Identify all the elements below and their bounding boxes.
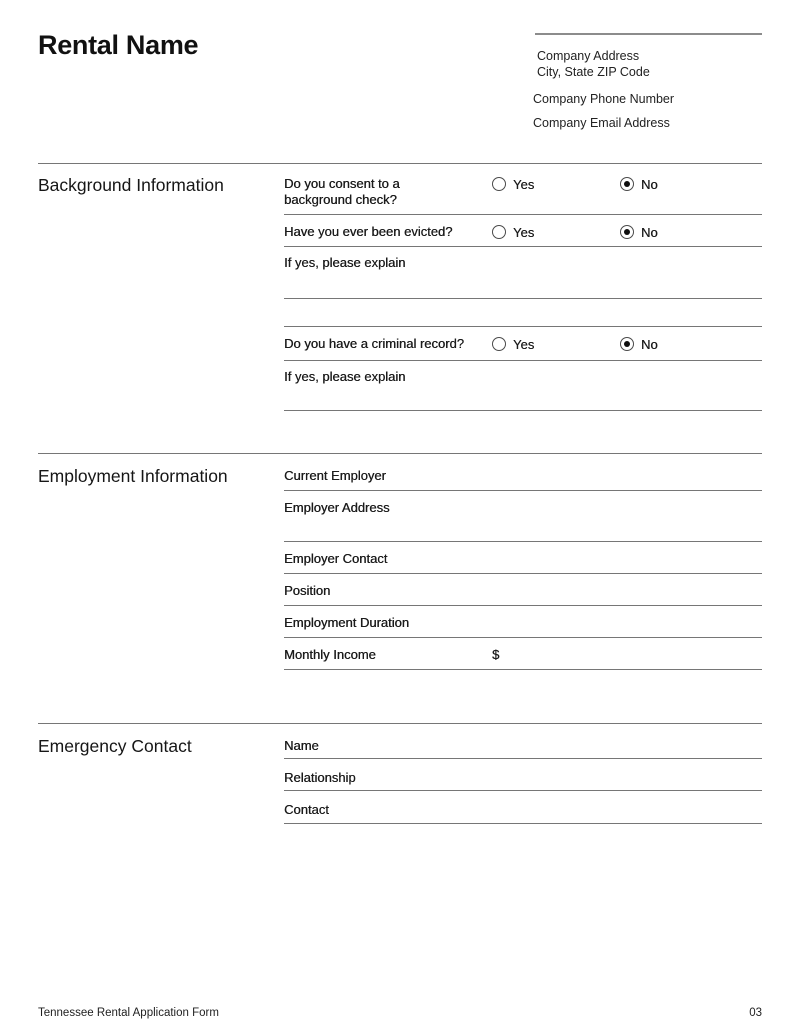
field-line-current-employer[interactable] [284, 490, 762, 491]
question-criminal-label: Do you have a criminal record? [284, 336, 464, 351]
consent-yes-label[interactable]: Yes [513, 177, 535, 192]
field-label-name: Name [284, 738, 319, 753]
field-label-employer-contact: Employer Contact [284, 551, 388, 566]
section-divider-background [38, 163, 762, 164]
field-line-monthly-income[interactable] [284, 669, 762, 670]
company-email: Company Email Address [533, 116, 670, 130]
section-heading-employment: Employment Information [38, 466, 228, 486]
field-label-current-employer: Current Employer [284, 468, 386, 483]
evicted-no-label[interactable]: No [641, 225, 658, 240]
footer-form-name: Tennessee Rental Application Form [38, 1007, 219, 1019]
field-line-position[interactable] [284, 605, 762, 606]
field-label-employment-duration: Employment Duration [284, 615, 409, 630]
field-label-employer-address: Employer Address [284, 500, 390, 515]
footer-page-number: 03 [749, 1007, 762, 1019]
field-line-employer-contact[interactable] [284, 573, 762, 574]
field-line-employer-address[interactable] [284, 541, 762, 542]
consent-yes-radio[interactable] [492, 177, 506, 191]
field-line-contact[interactable] [284, 823, 762, 824]
criminal-no-label[interactable]: No [641, 337, 658, 352]
explain-input-line-2[interactable] [284, 410, 762, 411]
header-divider [535, 33, 762, 35]
criminal-yes-radio[interactable] [492, 337, 506, 351]
evicted-no-radio[interactable] [620, 225, 634, 239]
page-title: Rental Name [38, 30, 199, 60]
explain-label-2: If yes, please explain [284, 369, 406, 384]
field-label-monthly-income: Monthly Income [284, 647, 376, 662]
evicted-yes-label[interactable]: Yes [513, 225, 535, 240]
section-divider-employment [38, 453, 762, 454]
row-rule [284, 360, 762, 361]
row-rule [284, 246, 762, 247]
consent-no-radio[interactable] [620, 177, 634, 191]
section-heading-background: Background Information [38, 175, 224, 195]
section-divider-emergency [38, 723, 762, 724]
row-rule [284, 326, 762, 327]
criminal-yes-label[interactable]: Yes [513, 337, 535, 352]
company-phone: Company Phone Number [533, 92, 675, 106]
company-address-line2: City, State ZIP Code [537, 65, 650, 79]
field-line-name[interactable] [284, 758, 762, 759]
field-label-relationship: Relationship [284, 770, 356, 785]
criminal-no-radio[interactable] [620, 337, 634, 351]
currency-symbol: $ [492, 647, 500, 662]
field-label-position: Position [284, 583, 331, 598]
company-address-line1: Company Address [537, 49, 640, 63]
explain-label-1: If yes, please explain [284, 255, 406, 270]
explain-input-line-1[interactable] [284, 298, 762, 299]
question-consent-label: Do you consent to a background check? [284, 176, 400, 207]
consent-no-label[interactable]: No [641, 177, 658, 192]
question-evicted-label: Have you ever been evicted? [284, 224, 453, 239]
field-line-employment-duration[interactable] [284, 637, 762, 638]
section-heading-emergency: Emergency Contact [38, 736, 192, 756]
field-label-contact: Contact [284, 802, 329, 817]
evicted-yes-radio[interactable] [492, 225, 506, 239]
row-rule [284, 214, 762, 215]
field-line-relationship[interactable] [284, 790, 762, 791]
